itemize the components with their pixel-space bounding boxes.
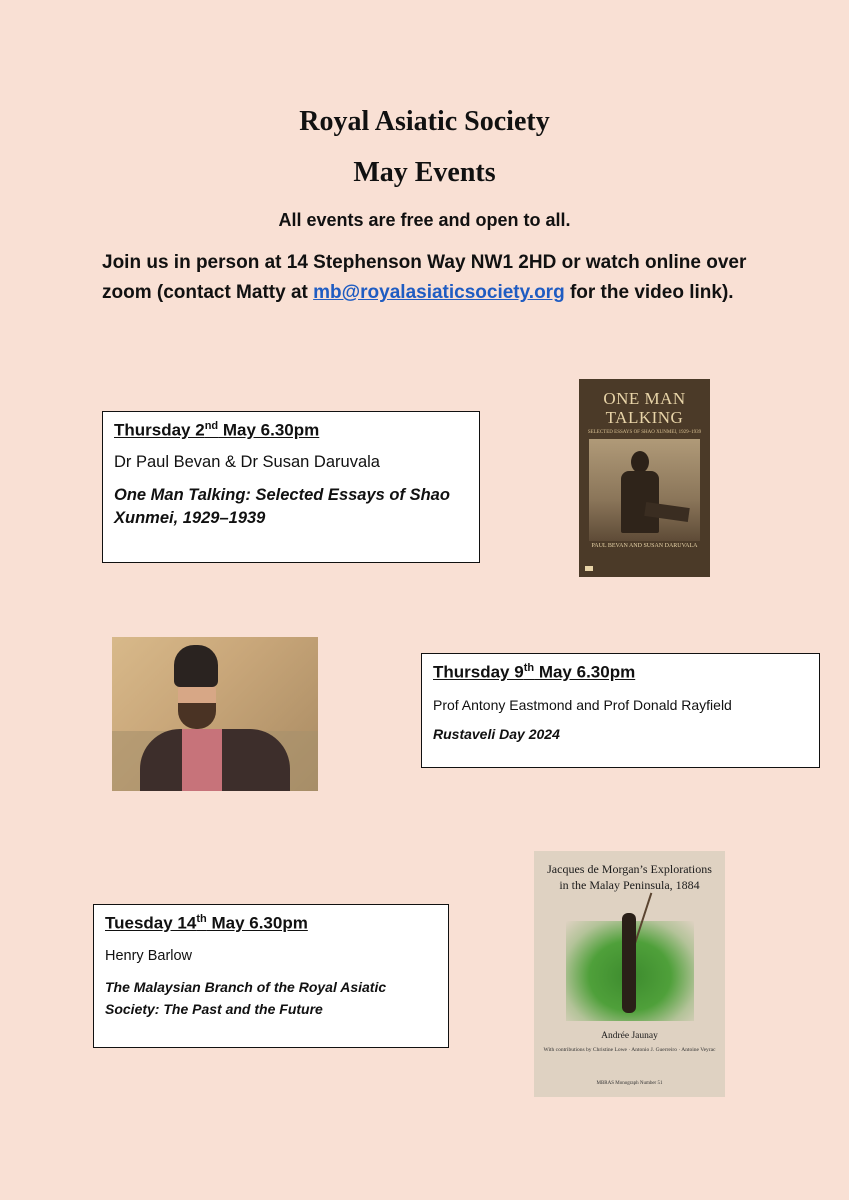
book-cover-de-morgan bbox=[534, 851, 725, 1097]
page-title: Royal Asiatic Society bbox=[299, 106, 550, 137]
event-date bbox=[433, 662, 808, 683]
book-author: Andrée Jaunay bbox=[601, 1031, 658, 1041]
book-contributors: With contributions by Christine Lowe · Antonio J. Guerreiro · Antoine Veyrac bbox=[543, 1047, 716, 1053]
book-title-line: in the Malay Peninsula, 1884 bbox=[559, 878, 700, 892]
event-date-ordinal: th bbox=[196, 913, 207, 925]
event-speaker: Henry Barlow bbox=[105, 947, 193, 964]
event-date-ordinal: th bbox=[523, 662, 535, 674]
book-title bbox=[534, 861, 725, 893]
event-date-time: May 6.30pm bbox=[218, 420, 320, 440]
event-date bbox=[105, 913, 437, 934]
event-date-time: May 6.30pm bbox=[206, 913, 308, 933]
book-series: MBRAS Monograph Number 51 bbox=[596, 1081, 663, 1086]
book-subtitle: SELECTED ESSAYS OF SHAO XUNMEI, 1929–1939 bbox=[587, 430, 702, 435]
event-speaker: Dr Paul Bevan & Dr Susan Daruvala bbox=[114, 452, 380, 471]
event-date-day: Thursday 9 bbox=[433, 662, 524, 682]
book-title bbox=[579, 389, 710, 427]
event-date-day: Tuesday 14 bbox=[105, 913, 197, 933]
event-date-ordinal: nd bbox=[204, 420, 219, 432]
event-card-2 bbox=[421, 653, 820, 768]
event-date-time: May 6.30pm bbox=[534, 662, 636, 682]
event-speaker: Prof Antony Eastmond and Prof Donald Rayfield bbox=[433, 696, 732, 713]
intro-text-before: Join us in person at 14 Stephenson Way NW1 2HD or watch online over zoom (contact Matty at bbox=[102, 252, 747, 303]
event-card-1 bbox=[102, 411, 480, 563]
event-topic: Rustaveli Day 2024 bbox=[433, 725, 560, 742]
page-subtitle: May Events bbox=[353, 157, 496, 188]
event-date bbox=[114, 420, 468, 441]
tagline: All events are free and open to all. bbox=[278, 210, 571, 230]
rustaveli-portrait-image bbox=[112, 637, 318, 791]
book-cover-photo bbox=[589, 439, 700, 541]
email-link[interactable]: mb@royalasiaticsociety.org bbox=[313, 282, 565, 303]
intro-text-after: for the video link). bbox=[564, 282, 734, 303]
intro-paragraph bbox=[102, 248, 752, 308]
book-authors: PAUL BEVAN AND SUSAN DARUVALA bbox=[591, 543, 698, 549]
event-topic: The Malaysian Branch of the Royal Asiatic Society: The Past and the Future bbox=[105, 978, 387, 1017]
book-cover-one-man-talking bbox=[579, 379, 710, 577]
book-title-line: TALKING bbox=[605, 408, 684, 427]
book-title-line: ONE MAN bbox=[603, 389, 686, 408]
event-topic: One Man Talking: Selected Essays of Shao Xunmei, 1929–1939 bbox=[114, 485, 450, 527]
book-title-line: Jacques de Morgan’s Explorations bbox=[547, 862, 712, 876]
publisher-logo bbox=[585, 566, 593, 571]
event-date-day: Thursday 2 bbox=[114, 420, 205, 440]
event-card-3 bbox=[93, 904, 449, 1048]
